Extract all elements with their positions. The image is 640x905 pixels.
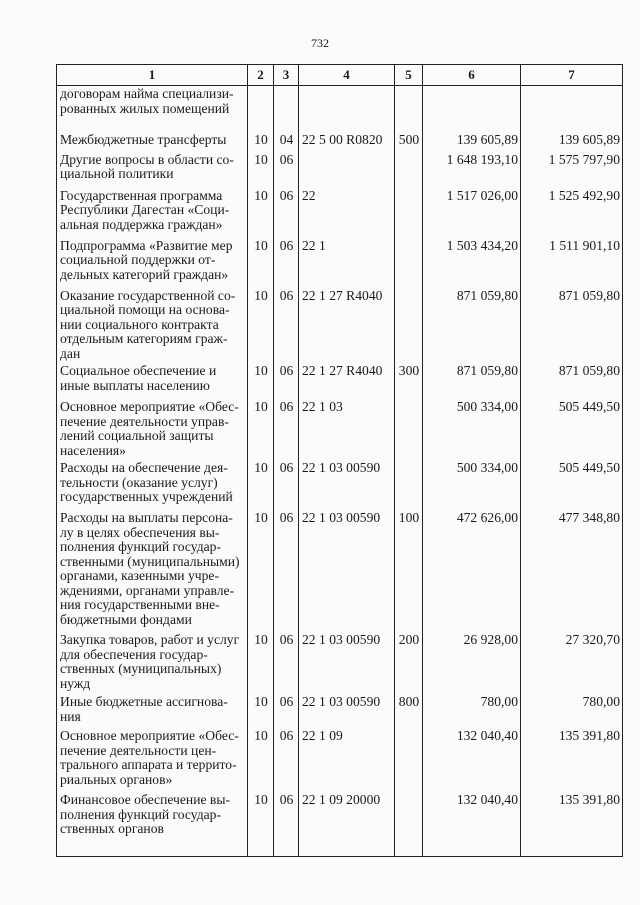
cell-expense-type: 300 <box>395 361 423 397</box>
table-row <box>57 286 623 362</box>
table-row <box>57 508 623 630</box>
table-row <box>57 186 623 236</box>
cell-expense-type <box>395 236 423 286</box>
cell-subsection: 06 <box>274 286 299 362</box>
cell-amount-1: 472 626,00 <box>423 508 521 630</box>
cell-target-code: 22 1 <box>299 236 395 286</box>
table-row <box>57 150 623 186</box>
cell-name: Оказание государственной со- циальной помощи на основа- нии социального контракта отдельным категориям граж- дан <box>57 286 248 362</box>
cell-section: 10 <box>248 790 274 856</box>
cell-section: 10 <box>248 236 274 286</box>
cell-amount-2: 27 320,70 <box>521 630 623 692</box>
cell-amount-1: 1 503 434,20 <box>423 236 521 286</box>
table-row <box>57 458 623 508</box>
cell-target-code: 22 1 09 20000 <box>299 790 395 856</box>
cell-amount-2: 1 511 901,10 <box>521 236 623 286</box>
cell-target-code: 22 1 27 R4040 <box>299 286 395 362</box>
cell-amount-2: 135 391,80 <box>521 726 623 790</box>
cell-expense-type: 200 <box>395 630 423 692</box>
cell-amount-1: 132 040,40 <box>423 726 521 790</box>
col-header-6: 6 <box>423 65 521 86</box>
cell-section: 10 <box>248 150 274 186</box>
cell-expense-type <box>395 726 423 790</box>
cell-name: Расходы на обеспечение дея- тельности (оказание услуг) государственных учреждений <box>57 458 248 508</box>
cell-name: Социальное обеспечение и иные выплаты населению <box>57 361 248 397</box>
cell-subsection: 06 <box>274 726 299 790</box>
cell-amount-1: 139 605,89 <box>423 130 521 150</box>
cell-expense-type <box>395 397 423 458</box>
budget-table <box>56 64 623 857</box>
cell-expense-type <box>395 458 423 508</box>
cell-amount-2: 505 449,50 <box>521 458 623 508</box>
table-row <box>57 86 623 130</box>
header-row <box>57 65 623 86</box>
cell-subsection: 06 <box>274 458 299 508</box>
cell-expense-type <box>395 790 423 856</box>
table-row <box>57 130 623 150</box>
cell-section: 10 <box>248 630 274 692</box>
cell-expense-type <box>395 186 423 236</box>
cell-amount-2: 871 059,80 <box>521 361 623 397</box>
col-header-2: 2 <box>248 65 274 86</box>
cell-section: 10 <box>248 130 274 150</box>
table-row <box>57 397 623 458</box>
cell-name: Основное мероприятие «Обес- печение деятельности управ- лений социальной защиты населения» <box>57 397 248 458</box>
cell-target-code <box>299 86 395 130</box>
col-header-1: 1 <box>57 65 248 86</box>
cell-expense-type <box>395 86 423 130</box>
col-header-3: 3 <box>274 65 299 86</box>
col-header-4: 4 <box>299 65 395 86</box>
cell-section: 10 <box>248 726 274 790</box>
cell-amount-1 <box>423 86 521 130</box>
cell-target-code: 22 1 03 00590 <box>299 458 395 508</box>
cell-name: Межбюджетные трансферты <box>57 130 248 150</box>
cell-expense-type: 800 <box>395 692 423 726</box>
table-row <box>57 790 623 856</box>
cell-expense-type: 500 <box>395 130 423 150</box>
cell-section: 10 <box>248 186 274 236</box>
table-row <box>57 726 623 790</box>
cell-name: Закупка товаров, работ и услуг для обеспечения государ- ственных (муниципальных) нужд <box>57 630 248 692</box>
cell-subsection: 06 <box>274 361 299 397</box>
cell-subsection: 06 <box>274 790 299 856</box>
table-row <box>57 630 623 692</box>
cell-subsection: 06 <box>274 236 299 286</box>
cell-amount-2: 477 348,80 <box>521 508 623 630</box>
cell-expense-type: 100 <box>395 508 423 630</box>
table-row <box>57 361 623 397</box>
cell-subsection: 04 <box>274 130 299 150</box>
cell-name: Подпрограмма «Развитие мер социальной поддержки от- дельных категорий граждан» <box>57 236 248 286</box>
table-row <box>57 236 623 286</box>
cell-amount-1: 1 648 193,10 <box>423 150 521 186</box>
cell-expense-type <box>395 286 423 362</box>
cell-target-code: 22 1 03 00590 <box>299 508 395 630</box>
cell-name: Расходы на выплаты персона- лу в целях обеспечения вы- полнения функций государ- ственными (муниципальными) органами, казенными учре- ждениями, органами управле- ния государственными вне- бюджетными фондами <box>57 508 248 630</box>
cell-section: 10 <box>248 361 274 397</box>
cell-name: Финансовое обеспечение вы- полнения функций государ- ственных органов <box>57 790 248 856</box>
cell-target-code: 22 <box>299 186 395 236</box>
cell-section: 10 <box>248 397 274 458</box>
cell-amount-2: 871 059,80 <box>521 286 623 362</box>
cell-subsection <box>274 86 299 130</box>
cell-expense-type <box>395 150 423 186</box>
cell-target-code: 22 5 00 R0820 <box>299 130 395 150</box>
cell-section <box>248 86 274 130</box>
cell-section: 10 <box>248 692 274 726</box>
cell-amount-1: 780,00 <box>423 692 521 726</box>
cell-name: Иные бюджетные ассигнова- ния <box>57 692 248 726</box>
cell-amount-1: 500 334,00 <box>423 458 521 508</box>
cell-section: 10 <box>248 458 274 508</box>
cell-amount-2: 780,00 <box>521 692 623 726</box>
cell-amount-2: 1 525 492,90 <box>521 186 623 236</box>
cell-target-code: 22 1 03 00590 <box>299 692 395 726</box>
cell-target-code: 22 1 03 00590 <box>299 630 395 692</box>
cell-name: Другие вопросы в области со- циальной политики <box>57 150 248 186</box>
cell-amount-1: 26 928,00 <box>423 630 521 692</box>
cell-subsection: 06 <box>274 630 299 692</box>
cell-subsection: 06 <box>274 150 299 186</box>
cell-name: договорам найма специализи- рованных жилых помещений <box>57 86 248 130</box>
col-header-5: 5 <box>395 65 423 86</box>
cell-target-code <box>299 150 395 186</box>
cell-amount-2: 1 575 797,90 <box>521 150 623 186</box>
col-header-7: 7 <box>521 65 623 86</box>
cell-amount-1: 500 334,00 <box>423 397 521 458</box>
cell-target-code: 22 1 09 <box>299 726 395 790</box>
cell-section: 10 <box>248 286 274 362</box>
cell-amount-1: 871 059,80 <box>423 361 521 397</box>
cell-amount-1: 132 040,40 <box>423 790 521 856</box>
cell-target-code: 22 1 27 R4040 <box>299 361 395 397</box>
cell-amount-2: 139 605,89 <box>521 130 623 150</box>
cell-amount-2: 135 391,80 <box>521 790 623 856</box>
cell-amount-2 <box>521 86 623 130</box>
table-row <box>57 692 623 726</box>
page-number: 732 <box>311 36 329 50</box>
cell-subsection: 06 <box>274 397 299 458</box>
cell-amount-2: 505 449,50 <box>521 397 623 458</box>
cell-name: Государственная программа Республики Дагестан «Соци- альная поддержка граждан» <box>57 186 248 236</box>
cell-subsection: 06 <box>274 692 299 726</box>
cell-subsection: 06 <box>274 186 299 236</box>
cell-section: 10 <box>248 508 274 630</box>
cell-subsection: 06 <box>274 508 299 630</box>
cell-amount-1: 1 517 026,00 <box>423 186 521 236</box>
cell-amount-1: 871 059,80 <box>423 286 521 362</box>
cell-name: Основное мероприятие «Обес- печение деятельности цен- трального аппарата и террито- риальных органов» <box>57 726 248 790</box>
cell-target-code: 22 1 03 <box>299 397 395 458</box>
